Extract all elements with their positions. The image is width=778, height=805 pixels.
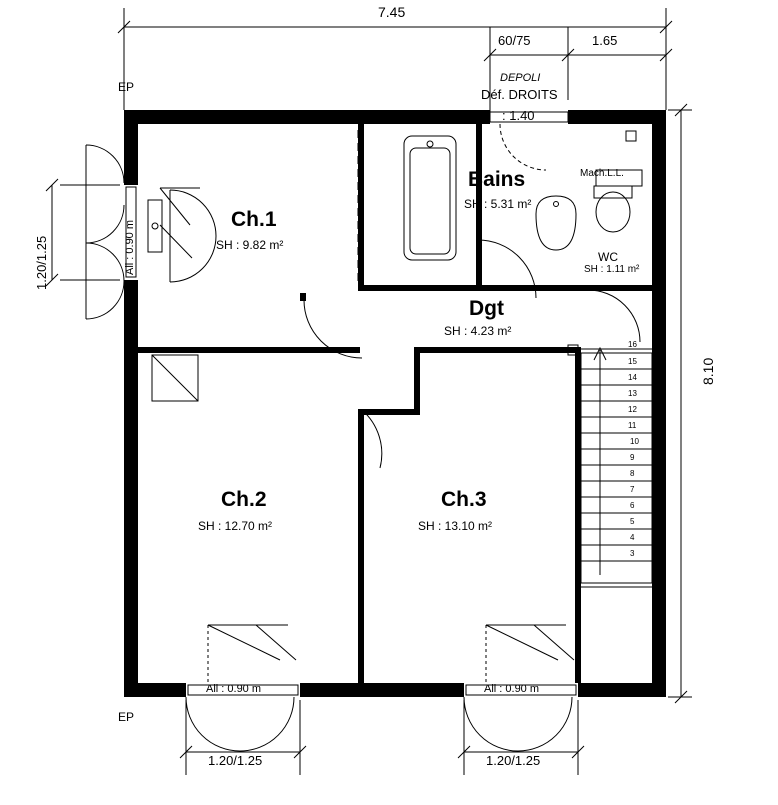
- step-label: 3: [630, 549, 635, 558]
- ep-top-label: EP: [118, 80, 135, 94]
- dim-bottom-left: 1.20/1.25: [208, 753, 263, 768]
- room-name-wc: WC: [598, 250, 618, 264]
- step-label: 11: [628, 421, 637, 430]
- step-label: 4: [630, 533, 635, 542]
- dim-bottom-right: 1.20/1.25: [486, 753, 541, 768]
- step-label: 8: [630, 469, 635, 478]
- room-area-ch1: SH : 9.82 m²: [216, 238, 284, 252]
- room-area-dgt: SH : 4.23 m²: [444, 324, 512, 338]
- dim-top-total: 7.45: [378, 4, 406, 20]
- step-label: 7: [630, 485, 635, 494]
- room-area-wc: SH : 1.11 m²: [584, 264, 640, 275]
- room-name-ch2: Ch.2: [221, 488, 267, 511]
- room-area-ch3: SH : 13.10 m²: [418, 519, 493, 533]
- step-label: 10: [630, 437, 639, 446]
- depoli-label: DEPOLI: [500, 72, 541, 84]
- room-name-ch3: Ch.3: [441, 488, 487, 511]
- def-droits-value: : 1.40: [502, 108, 535, 123]
- dim-right-total-text: 8.10: [700, 357, 716, 385]
- step-label: 9: [630, 453, 635, 462]
- room-name-dgt: Dgt: [469, 297, 504, 320]
- dim-top-right-segment: 1.65: [592, 33, 618, 48]
- step-label: 16: [628, 340, 637, 349]
- step-label: 5: [630, 517, 635, 526]
- bottom-left-door-allege: All : 0.90 m: [206, 683, 262, 695]
- ep-bottom-label: EP: [118, 710, 135, 724]
- dim-top-left-segment: 60/75: [498, 33, 531, 48]
- step-label: 6: [630, 501, 635, 510]
- step-label: 13: [628, 389, 637, 398]
- def-droits-label: Déf. DROITS: [481, 87, 558, 102]
- mach-ll-label: Mach.L.L.: [580, 168, 624, 179]
- bottom-right-door-allege: All : 0.90 m: [484, 683, 540, 695]
- room-area-ch2: SH : 12.70 m²: [198, 519, 273, 533]
- left-door-allege-text: All : 0.90 m: [124, 219, 136, 275]
- room-name-ch1: Ch.1: [231, 208, 277, 231]
- step-label: 12: [628, 405, 637, 414]
- room-area-bains: SH : 5.31 m²: [464, 197, 532, 211]
- dim-left-window-text: 1.20/1.25: [34, 235, 49, 290]
- room-name-bains: Bains: [468, 168, 526, 191]
- step-label: 14: [628, 373, 637, 382]
- step-label: 15: [628, 357, 637, 366]
